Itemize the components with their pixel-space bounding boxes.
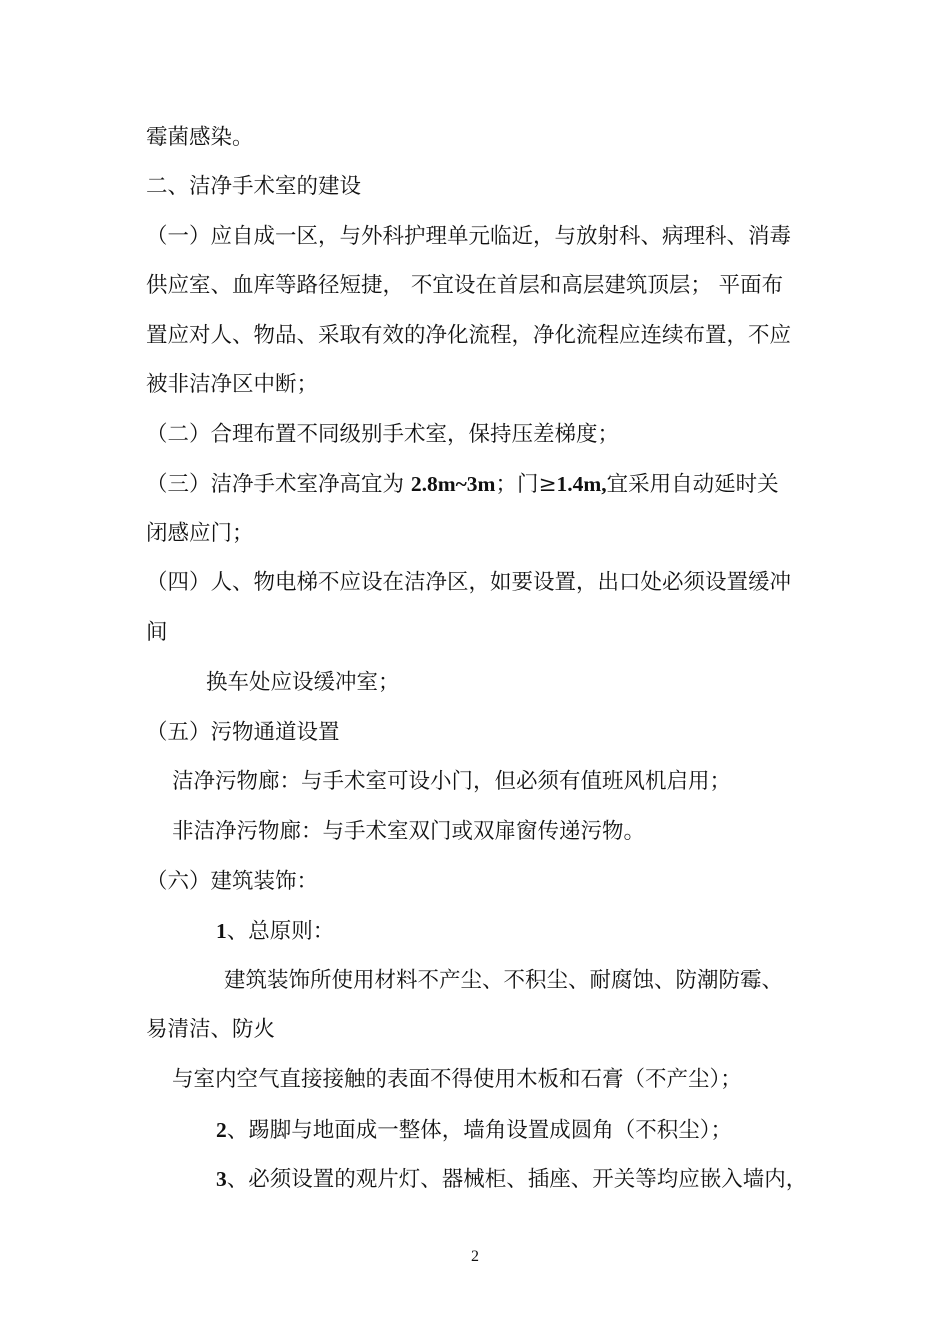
item-number: 1 <box>216 919 227 943</box>
page-number: 2 <box>471 1248 479 1265</box>
text-line: 供应室、血库等路径短捷， 不宜设在首层和高层建筑顶层； 平面布 <box>146 273 784 298</box>
text-line <box>216 1116 732 1145</box>
text-line: （五）污物通道设置 <box>146 720 340 745</box>
item-number: 3 <box>216 1167 227 1191</box>
text-line: 易清洁、防火 <box>146 1017 276 1042</box>
text-line: 建筑装饰所使用材料不产尘、不积尘、耐腐蚀、防潮防霉、 <box>224 968 784 993</box>
text-line: （一）应自成一区，与外科护理单元临近，与放射科、病理科、消毒 <box>146 224 792 249</box>
text-line: 霉菌感染。 <box>146 125 254 150</box>
text-line: （二）合理布置不同级别手术室，保持压差梯度； <box>146 422 620 447</box>
text-line: 换车处应设缓冲室； <box>206 670 400 695</box>
text-line: 被非洁净区中断； <box>146 372 319 397</box>
text-line <box>216 917 334 946</box>
text-run: 、必须设置的观片灯、器械柜、插座、开关等均应嵌入墙内， <box>226 1167 808 1192</box>
door-width-value: 1.4m, <box>556 472 607 496</box>
text-line: 闭感应门； <box>146 521 254 546</box>
item-number: 2 <box>216 1118 227 1142</box>
text-line: （四）人、物电梯不应设在洁净区，如要设置，出口处必须设置缓冲 <box>146 570 792 595</box>
text-run: 、总原则： <box>226 919 335 944</box>
text-line <box>216 1165 807 1194</box>
text-line: 非洁净污物廊：与手术室双门或双扉窗传递污物。 <box>172 819 646 844</box>
text-line <box>146 470 779 499</box>
text-line: 洁净污物廊：与手术室可设小门，但必须有值班风机启用； <box>172 769 732 794</box>
text-line: （六）建筑装饰： <box>146 869 319 894</box>
text-run: ；门≥ <box>495 472 557 497</box>
text-run: （三）洁净手术室净高宜为 <box>146 472 411 497</box>
text-run: 宜采用自动延时关 <box>606 472 779 497</box>
text-line: 置应对人、物品、采取有效的净化流程，净化流程应连续布置，不应 <box>146 323 792 348</box>
height-value: 2.8m~3m <box>410 472 496 496</box>
text-line: 与室内空气直接接触的表面不得使用木板和石膏（不产尘）； <box>172 1067 742 1092</box>
text-run: 、踢脚与地面成一整体，墙角设置成圆角（不积尘）； <box>226 1118 733 1143</box>
text-line: 间 <box>146 620 168 645</box>
section-heading: 二、洁净手术室的建设 <box>146 174 362 199</box>
